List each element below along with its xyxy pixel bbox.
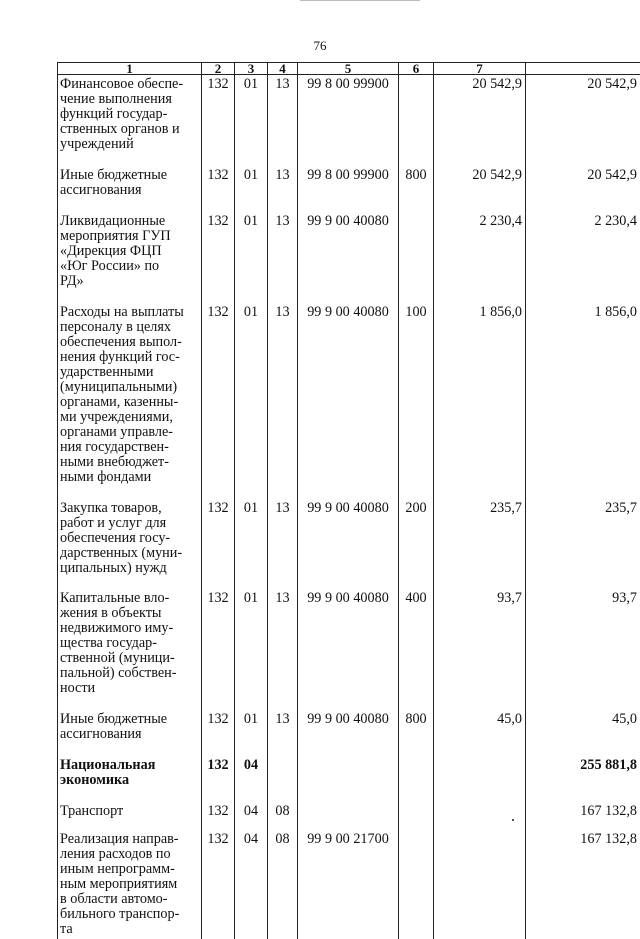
row-amount-a bbox=[434, 756, 526, 802]
row-target-article: 99 8 00 99900 bbox=[298, 75, 399, 167]
row-target-article bbox=[298, 802, 399, 830]
col-header-3: 3 bbox=[235, 63, 268, 75]
row-amount-b: 167 132,8 bbox=[526, 802, 640, 830]
row-admin-code: 132 bbox=[202, 756, 235, 802]
col-header-2: 2 bbox=[202, 63, 235, 75]
row-target-article: 99 9 00 40080 bbox=[298, 589, 399, 710]
col-header-5: 5 bbox=[298, 63, 399, 75]
row-amount-a: 20 542,9 bbox=[434, 166, 526, 212]
row-target-article bbox=[298, 756, 399, 802]
row-admin-code: 132 bbox=[202, 212, 235, 303]
row-amount-a: 20 542,9 bbox=[434, 75, 526, 167]
row-admin-code: 132 bbox=[202, 75, 235, 167]
table-row bbox=[58, 589, 640, 710]
row-section-code: 04 bbox=[235, 830, 268, 937]
table-row bbox=[58, 303, 640, 499]
row-admin-code: 132 bbox=[202, 830, 235, 937]
row-admin-code: 132 bbox=[202, 499, 235, 589]
row-section-code: 01 bbox=[235, 166, 268, 212]
row-name-cell: Закупка товаров, работ и услуг для обеспечения госу- дарственных (муни- ципальных) нужд bbox=[58, 499, 202, 589]
row-name-cell: Национальная экономика bbox=[58, 756, 202, 802]
row-amount-a bbox=[434, 830, 526, 937]
row-name-cell: Финансовое обеспе- чение выполнения функций государ- ственных органов и учреждений bbox=[58, 75, 202, 167]
table-header-row bbox=[58, 63, 640, 75]
row-expense-type: 400 bbox=[399, 589, 434, 710]
table-row bbox=[58, 802, 640, 830]
col-header-6: 6 bbox=[399, 63, 434, 75]
row-subsection-code: 13 bbox=[268, 166, 298, 212]
row-section-code: 01 bbox=[235, 212, 268, 303]
row-amount-b: 167 132,8 bbox=[526, 830, 640, 937]
table-row bbox=[58, 830, 640, 937]
row-subsection-code: 13 bbox=[268, 212, 298, 303]
row-amount-b: 20 542,9 bbox=[526, 166, 640, 212]
scan-dot bbox=[512, 819, 514, 821]
row-subsection-code: 13 bbox=[268, 303, 298, 499]
table-row bbox=[58, 756, 640, 802]
row-amount-a: 235,7 bbox=[434, 499, 526, 589]
table-row bbox=[58, 75, 640, 167]
row-subsection-code: 13 bbox=[268, 499, 298, 589]
row-amount-a bbox=[434, 802, 526, 830]
row-name-cell: Капитальные вло- жения в объекты недвижимого иму- щества государ- ственной (муници- пальной) собствен- ности bbox=[58, 589, 202, 710]
row-name-cell: Расходы на выплаты персоналу в целях обеспечения выпол- нения функций гос- ударственными (муниципальными) органами, казенны- ми учреждениями, органами управле- ния государствен- ными внебюджет- ными фондами bbox=[58, 303, 202, 499]
row-amount-a: 45,0 bbox=[434, 710, 526, 756]
row-subsection-code: 08 bbox=[268, 830, 298, 937]
col-header-4: 4 bbox=[268, 63, 298, 75]
row-expense-type: 100 bbox=[399, 303, 434, 499]
row-expense-type: 800 bbox=[399, 710, 434, 756]
row-target-article: 99 8 00 99900 bbox=[298, 166, 399, 212]
row-name-cell: Иные бюджетные ассигнования bbox=[58, 166, 202, 212]
row-section-code: 01 bbox=[235, 589, 268, 710]
row-amount-a: 1 856,0 bbox=[434, 303, 526, 499]
table-row bbox=[58, 499, 640, 589]
table-row bbox=[58, 166, 640, 212]
row-section-code: 01 bbox=[235, 499, 268, 589]
table-row bbox=[58, 212, 640, 303]
col-header-1: 1 bbox=[58, 63, 202, 75]
row-admin-code: 132 bbox=[202, 802, 235, 830]
row-expense-type: 200 bbox=[399, 499, 434, 589]
scan-edge-line bbox=[300, 0, 420, 1]
row-admin-code: 132 bbox=[202, 710, 235, 756]
row-target-article: 99 9 00 40080 bbox=[298, 303, 399, 499]
row-amount-b: 255 881,8 bbox=[526, 756, 640, 802]
row-expense-type bbox=[399, 802, 434, 830]
row-subsection-code: 13 bbox=[268, 75, 298, 167]
row-amount-b: 1 856,0 bbox=[526, 303, 640, 499]
row-target-article: 99 9 00 40080 bbox=[298, 710, 399, 756]
row-section-code: 04 bbox=[235, 756, 268, 802]
row-amount-b: 20 542,9 bbox=[526, 75, 640, 167]
row-amount-a: 2 230,4 bbox=[434, 212, 526, 303]
row-target-article: 99 9 00 21700 bbox=[298, 830, 399, 937]
row-subsection-code bbox=[268, 756, 298, 802]
row-target-article: 99 9 00 40080 bbox=[298, 499, 399, 589]
row-expense-type bbox=[399, 830, 434, 937]
row-expense-type bbox=[399, 212, 434, 303]
row-name-cell: Ликвидационные мероприятия ГУП «Дирекция ФЦП «Юг России» по РД» bbox=[58, 212, 202, 303]
row-subsection-code: 13 bbox=[268, 589, 298, 710]
row-target-article: 99 9 00 40080 bbox=[298, 212, 399, 303]
row-admin-code: 132 bbox=[202, 589, 235, 710]
row-expense-type bbox=[399, 756, 434, 802]
row-subsection-code: 13 bbox=[268, 710, 298, 756]
row-amount-a: 93,7 bbox=[434, 589, 526, 710]
row-name-cell: Реализация направ- ления расходов по иным непрограмм- ным мероприятиям в области автомо- бильного транспор- та bbox=[58, 830, 202, 937]
row-section-code: 01 bbox=[235, 303, 268, 499]
row-name-cell: Иные бюджетные ассигнования bbox=[58, 710, 202, 756]
page-number: 76 bbox=[0, 38, 640, 54]
table-row bbox=[58, 710, 640, 756]
row-subsection-code: 08 bbox=[268, 802, 298, 830]
row-admin-code: 132 bbox=[202, 303, 235, 499]
col-header-7: 7 bbox=[434, 63, 526, 75]
row-amount-b: 45,0 bbox=[526, 710, 640, 756]
row-expense-type: 800 bbox=[399, 166, 434, 212]
row-expense-type bbox=[399, 75, 434, 167]
budget-table bbox=[57, 62, 640, 939]
row-amount-b: 2 230,4 bbox=[526, 212, 640, 303]
col-header-8 bbox=[526, 63, 640, 75]
row-amount-b: 235,7 bbox=[526, 499, 640, 589]
row-section-code: 01 bbox=[235, 75, 268, 167]
row-section-code: 01 bbox=[235, 710, 268, 756]
row-name-cell: Транспорт bbox=[58, 802, 202, 830]
row-section-code: 04 bbox=[235, 802, 268, 830]
row-amount-b: 93,7 bbox=[526, 589, 640, 710]
row-admin-code: 132 bbox=[202, 166, 235, 212]
